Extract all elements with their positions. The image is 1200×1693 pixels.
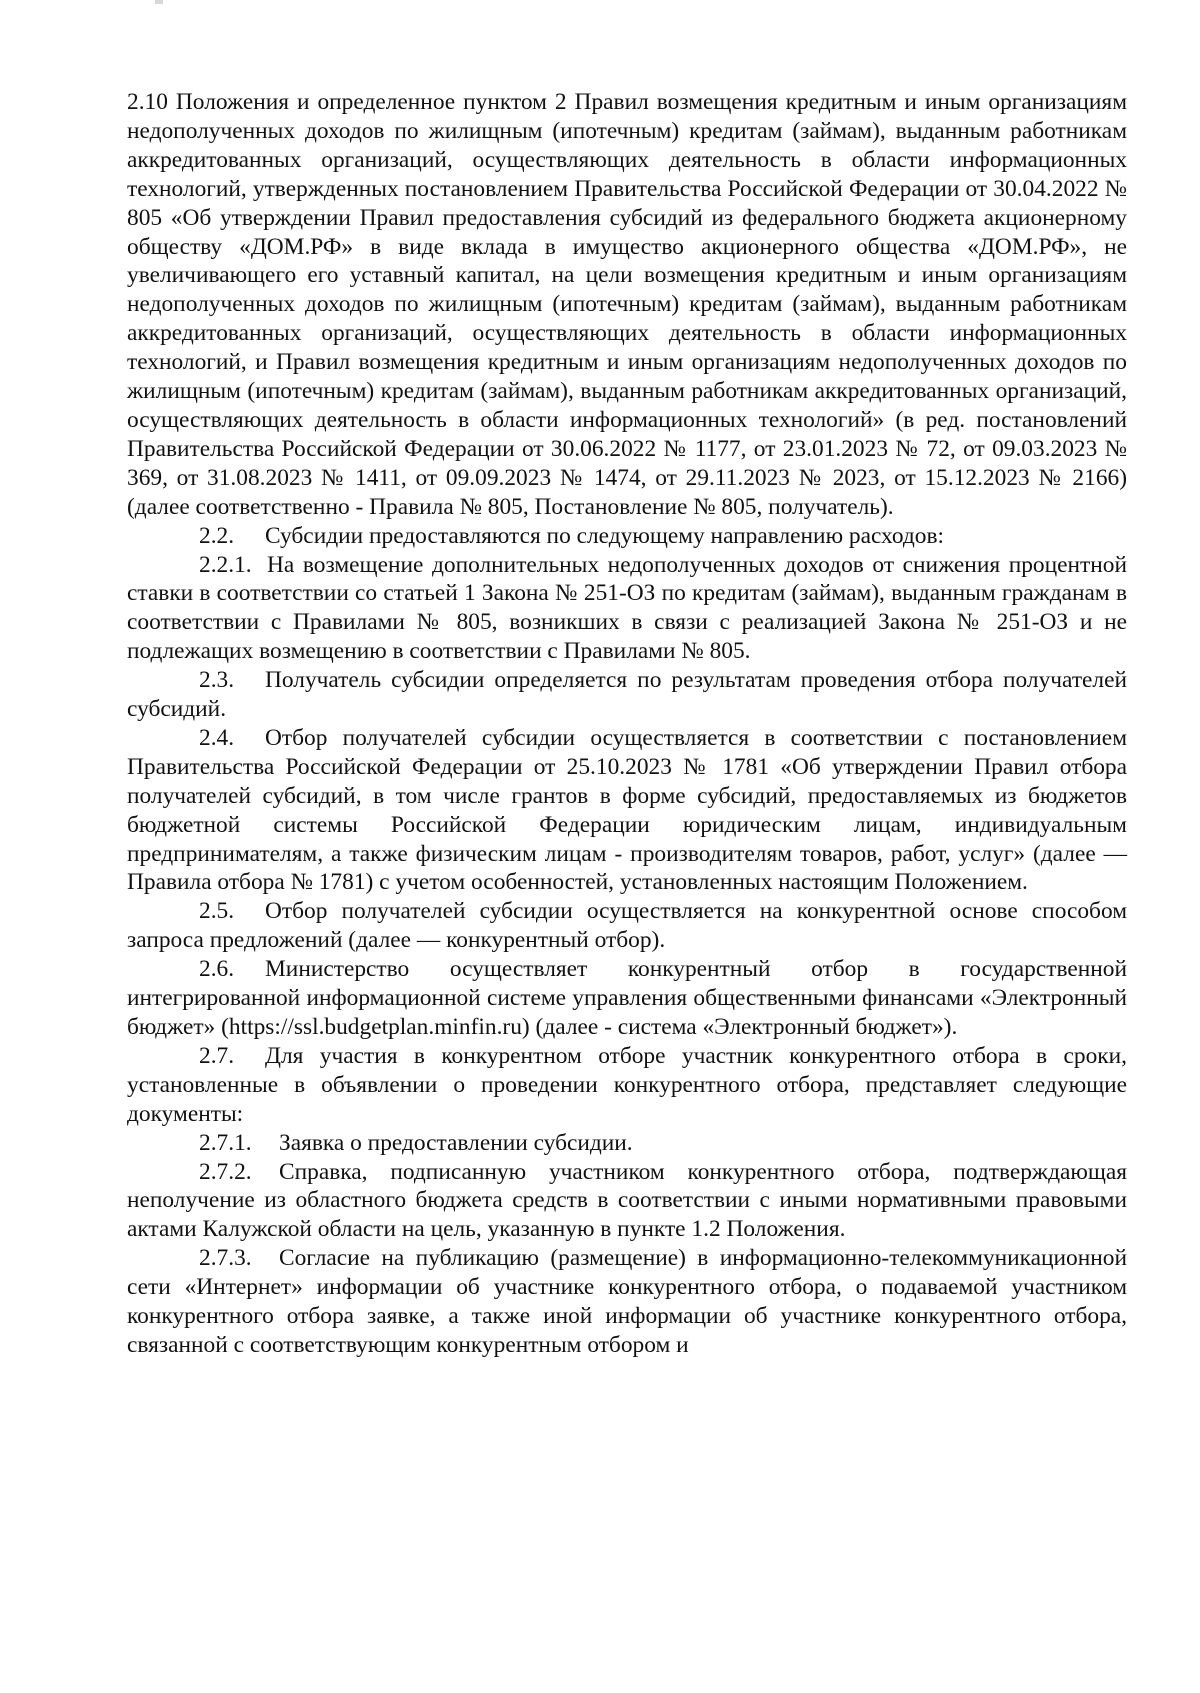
paragraph-number: 2.7.2. [199, 1158, 252, 1185]
paragraph-text: Субсидии предоставляются по следующему направлению расходов: [265, 522, 945, 549]
paragraph-2-6 [127, 955, 1127, 1042]
paragraph-2-7 [127, 1042, 1127, 1129]
paragraph-number: 2.7.1. [199, 1129, 252, 1156]
paragraph-number: 2.5. [199, 898, 235, 925]
paragraph-text: Министерство осуществляет конкурентный отбор в государственной интегрированной информационной системе управления общественными финансами «Электронный бюджет» (https://ssl.budgetplan.minfin.ru) (далее - система «Электронный бюджет»). [127, 956, 1127, 1040]
paragraph-text: 2.10 Положения и определенное пунктом 2 Правил возмещения кредитным и иным организациям недополученных доходов по жилищным (ипотечным) кредитам (займам), выданным работникам аккредитованных организаций, осуществляющих деятельность в области информационных технологий, утвержденных постановлением Правительства Российской Федерации от 30.04.2022 № 805 «Об утверждении Правил предоставления субсидий из федерального бюджета акционерному обществу «ДОМ.РФ» в виде вклада в имущество акционерного общества «ДОМ.РФ», не увеличивающего его уставный капитал, на цели возмещения кредитным и иным организациям недополученных доходов по жилищным (ипотечным) кредитам (займам), выданным работникам аккредитованных организаций, осуществляющих деятельность в области информационных технологий, и Правил возмещения кредитным и иным организациям недополученных доходов по жилищным (ипотечным) кредитам (займам), выданным работникам аккредитованных организаций, осуществляющих деятельность в области информационных технологий» (в ред. постановлений Правительства Российской Федерации от 30.06.2022 № 1177, от 23.01.2023 № 72, от 09.03.2023 № 369, от 31.08.2023 № 1411, от 09.09.2023 № 1474, от 29.11.2023 № 2023, от 15.12.2023 № 2166) (далее соответственно - Правила № 805, Постановление № 805, получатель). [127, 89, 1127, 520]
paragraph-2-2 [127, 522, 1127, 551]
paragraph-2-4 [127, 724, 1127, 897]
paragraph-text: Отбор получателей субсидии осуществляется на конкурентной основе способом запроса предложений (далее — конкурентный отбор). [127, 898, 1127, 954]
paragraph-2-10 [127, 88, 1127, 522]
paragraph-text: Справка, подписанную участником конкурентного отбора, подтверждающая неполучение из областного бюджета средств в соответствии с иными нормативными правовыми актами Калужской области на цель, указанную в пункте 1.2 Положения. [127, 1158, 1127, 1243]
paragraph-number: 2.2. [199, 522, 235, 549]
paragraph-number: 2.7. [199, 1042, 235, 1069]
document-page [127, 88, 1127, 1360]
paragraph-2-2-1 [127, 551, 1127, 667]
paragraph-2-3 [127, 666, 1127, 724]
paragraph-number: 2.3. [199, 667, 235, 694]
paragraph-text: На возмещение дополнительных недополученных доходов от снижения процентной ставки в соответствии со статьей 1 Закона № 251-ОЗ по кредитам (займам), выданным гражданам в соответствии с Правилами № 805, возникших в связи с реализацией Закона № 251-ОЗ и не подлежащих возмещению в соответствии с Правилами № 805. [127, 551, 1127, 665]
paragraph-text: Отбор получателей субсидии осуществляется в соответствии с постановлением Правительства Российской Федерации от 25.10.2023 № 1781 «Об утверждении Правил отбора получателей субсидий, в том числе грантов в форме субсидий, предоставляемых из бюджетов бюджетной системы Российской Федерации юридическим лицам, индивидуальным предпринимателям, а также физическим лицам - производителям товаров, работ, услуг» (далее — Правила отбора № 1781) с учетом особенностей, установленных настоящим Положением. [127, 724, 1127, 896]
paragraph-text: Согласие на публикацию (размещение) в информационно-телекоммуникационной сети «Интернет» информации об участнике конкурентного отбора, о подаваемой участником конкурентного отбора заявке, а также иной информации об участнике конкурентного отбора, связанной с соответствующим конкурентным отбором и [127, 1245, 1127, 1358]
paragraph-2-7-3 [127, 1244, 1127, 1360]
paragraph-2-7-1 [127, 1129, 1127, 1158]
paragraph-text: Заявка о предоставлении субсидии. [279, 1129, 633, 1156]
paragraph-number: 2.4. [199, 724, 235, 751]
paragraph-number: 2.2.1. [199, 551, 252, 578]
scan-artifact [155, 0, 163, 4]
paragraph-number: 2.7.3. [199, 1245, 252, 1272]
paragraph-text: Получатель субсидии определяется по результатам проведения отбора получателей субсидий. [127, 667, 1127, 723]
paragraph-number: 2.6. [199, 956, 235, 983]
paragraph-2-7-2 [127, 1158, 1127, 1245]
paragraph-2-5 [127, 897, 1127, 955]
paragraph-text: Для участия в конкурентном отборе участник конкурентного отбора в сроки, установленные в объявлении о проведении конкурентного отбора, представляет следующие документы: [127, 1042, 1127, 1127]
